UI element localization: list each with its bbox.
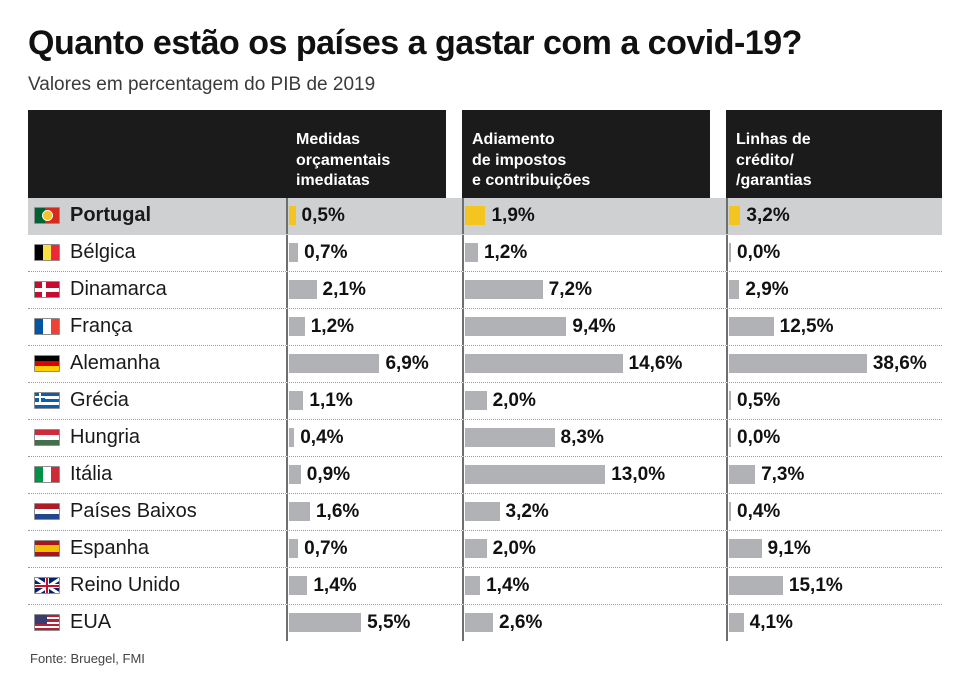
page-subtitle: Valores em percentagem do PIB de 2019 [28,73,376,95]
bar [465,354,623,373]
table-row [28,272,942,309]
column-divider [462,457,464,493]
bar-cell-series-3 [726,494,942,530]
flag-icon [34,540,60,557]
bar [289,391,303,410]
flag-icon [34,503,60,520]
column-divider [462,309,464,345]
column-divider [726,235,728,271]
table-header [28,110,942,198]
bar [465,465,605,484]
column-divider [462,383,464,419]
row-country [28,463,286,486]
bar-value-label: 9,4% [572,315,616,337]
bar-cell-series-3 [726,420,942,456]
table-row [28,235,942,272]
bar-value-label: 2,9% [745,278,789,300]
bar-value-label: 12,5% [779,315,834,337]
flag-icon [34,392,60,409]
bar-cell-series-3 [726,605,942,641]
bar-cell-series-2 [462,346,710,382]
bar-cell-series-2 [462,272,710,308]
bar-value-label: 1,1% [309,389,353,411]
row-country [28,574,286,597]
bar [729,502,731,521]
bar [289,243,298,262]
column-divider [726,494,728,530]
chart-table [28,110,942,666]
column-divider [462,494,464,530]
bar-cell-series-3 [726,272,942,308]
column-divider [286,605,288,641]
bar [289,539,298,558]
bar-value-label: 0,0% [737,241,781,263]
bar-value-label: 7,3% [761,463,805,485]
bar-value-label: 2,6% [499,611,543,633]
bar [289,280,317,299]
bar-cell-series-3 [726,383,942,419]
header-col3 [726,110,942,198]
source-note: Fonte: Bruegel, FMI [30,650,145,666]
bar [289,354,379,373]
column-divider [462,272,464,308]
bar-cell-series-3 [726,457,942,493]
flag-icon [34,614,60,631]
column-divider [726,457,728,493]
column-divider [286,235,288,271]
bar-cell-series-2 [462,383,710,419]
country-label: EUA [70,611,112,634]
country-label: Bélgica [70,241,136,264]
bar [729,354,867,373]
bar-value-label: 14,6% [628,352,683,374]
header-col1-line2: orçamentais [296,151,391,169]
column-divider [462,346,464,382]
bar-value-label: 2,0% [492,389,536,411]
bar-cell-series-1 [286,420,446,456]
bar-value-label: 0,5% [301,204,345,226]
bar [289,206,296,225]
bar [729,465,755,484]
bar [729,206,740,225]
header-col3-line1: Linhas de [736,131,811,149]
country-label: Reino Unido [70,574,181,597]
bar [729,243,731,262]
bar-value-label: 1,9% [491,204,535,226]
bar-cell-series-3 [726,346,942,382]
bar-value-label: 0,4% [737,500,781,522]
bar-value-label: 4,1% [749,611,793,633]
column-divider [286,568,288,604]
bar [465,576,480,595]
flag-icon [34,577,60,594]
table-row [28,531,942,568]
bar-value-label: 0,7% [304,537,348,559]
flag-icon [34,244,60,261]
flag-icon [34,466,60,483]
bar-cell-series-3 [726,235,942,271]
bar-cell-series-1 [286,346,446,382]
column-divider [286,494,288,530]
column-divider [286,346,288,382]
bar-value-label: 0,5% [737,389,781,411]
table-row [28,605,942,641]
bar [289,502,310,521]
bar-cell-series-1 [286,272,446,308]
row-country [28,352,286,375]
bar [729,280,739,299]
bar-cell-series-2 [462,198,710,234]
column-divider [286,383,288,419]
bar-cell-series-1 [286,309,446,345]
header-col2 [462,110,710,198]
bar [729,428,731,447]
bar [729,539,762,558]
bar-value-label: 0,9% [306,463,351,485]
bar [289,613,361,632]
row-country [28,611,286,634]
row-country [28,426,286,449]
bar [465,243,478,262]
column-divider [286,531,288,567]
table-row [28,420,942,457]
country-label: Portugal [70,204,152,227]
header-col3-line3: /garantias [736,172,812,190]
bar-cell-series-1 [286,235,446,271]
row-country [28,537,286,560]
bar-cell-series-2 [462,605,710,641]
country-label: Hungria [70,426,141,449]
bar-value-label: 2,1% [322,278,366,300]
column-divider [726,272,728,308]
header-col2-line3: e contribuições [472,172,591,190]
bar [729,613,744,632]
bar [465,391,487,410]
bar [465,280,543,299]
header-gap-2 [710,110,726,198]
bar-cell-series-1 [286,198,446,234]
column-divider [286,420,288,456]
column-divider [462,605,464,641]
header-col1 [286,110,446,198]
table-body [28,198,942,641]
header-col2-line1: Adiamento [472,131,555,149]
bar [465,317,566,336]
column-divider [462,531,464,567]
row-country [28,500,286,523]
bar [729,391,731,410]
column-divider [462,198,464,234]
column-divider [726,309,728,345]
country-label: Alemanha [70,352,161,375]
bar [289,317,305,336]
bar [729,317,774,336]
bar-value-label: 2,0% [492,537,536,559]
bar-cell-series-1 [286,568,446,604]
bar-cell-series-3 [726,309,942,345]
bar-value-label: 7,2% [548,278,592,300]
column-divider [726,383,728,419]
table-row [28,198,942,235]
country-label: Países Baixos [70,500,197,523]
bar-value-label: 15,1% [788,574,843,596]
table-row [28,494,942,531]
bar [465,613,493,632]
bar-cell-series-1 [286,531,446,567]
bar-cell-series-1 [286,494,446,530]
column-divider [286,198,288,234]
country-label: Dinamarca [70,278,167,301]
column-divider [462,420,464,456]
row-country [28,389,286,412]
table-row [28,568,942,605]
bar-value-label: 5,5% [367,611,411,633]
flag-icon [34,355,60,372]
bar-value-label: 13,0% [611,463,666,485]
bar-cell-series-3 [726,531,942,567]
bar-value-label: 6,9% [385,352,429,374]
column-divider [462,235,464,271]
bar-value-label: 1,2% [310,315,355,337]
country-label: Espanha [70,537,149,560]
country-label: França [70,315,133,338]
bar [289,576,307,595]
column-divider [286,457,288,493]
bar [465,206,485,225]
bar-value-label: 1,4% [313,574,357,596]
bar-value-label: 0,0% [737,426,781,448]
bar-cell-series-1 [286,457,446,493]
column-divider [726,420,728,456]
header-country [28,110,286,198]
bar-value-label: 8,3% [560,426,604,448]
flag-icon [34,429,60,446]
bar-cell-series-2 [462,531,710,567]
bar-value-label: 1,4% [486,574,530,596]
header-col2-line2: de impostos [472,151,567,169]
bar-cell-series-3 [726,198,942,234]
bar-value-label: 1,6% [315,500,360,522]
column-divider [726,605,728,641]
column-divider [726,568,728,604]
header-col1-line3: imediatas [296,172,370,190]
flag-icon [34,318,60,335]
header-col3-line2: crédito/ [736,151,794,169]
bar-value-label: 9,1% [767,537,811,559]
bar-cell-series-1 [286,383,446,419]
column-divider [726,346,728,382]
bar-value-label: 0,7% [304,241,348,263]
bar-value-label: 3,2% [505,500,549,522]
header-col1-line1: Medidas [296,131,361,149]
bar-value-label: 3,2% [746,204,790,226]
row-country [28,315,286,338]
bar-cell-series-2 [462,309,710,345]
row-country [28,241,286,264]
column-divider [286,309,288,345]
bar [729,576,783,595]
column-divider [726,531,728,567]
row-country [28,204,286,227]
page-title: Quanto estão os países a gastar com a covid-19? [28,24,802,62]
bar [465,502,500,521]
bar-cell-series-2 [462,494,710,530]
flag-icon [34,281,60,298]
bar-cell-series-2 [462,568,710,604]
flag-icon [34,207,60,224]
bar-value-label: 1,2% [483,241,528,263]
bar-cell-series-2 [462,235,710,271]
bar-cell-series-2 [462,457,710,493]
table-row [28,383,942,420]
table-row [28,309,942,346]
country-label: Itália [70,463,113,486]
column-divider [462,568,464,604]
column-divider [726,198,728,234]
country-label: Grécia [70,389,129,412]
bar [289,428,294,447]
table-row [28,457,942,494]
bar-cell-series-3 [726,568,942,604]
column-divider [286,272,288,308]
bar [289,465,301,484]
bar-cell-series-1 [286,605,446,641]
bar [465,539,487,558]
header-gap-1 [446,110,462,198]
bar-value-label: 0,4% [300,426,344,448]
bar-value-label: 38,6% [872,352,927,374]
bar-cell-series-2 [462,420,710,456]
table-row [28,346,942,383]
row-country [28,278,286,301]
bar [465,428,555,447]
